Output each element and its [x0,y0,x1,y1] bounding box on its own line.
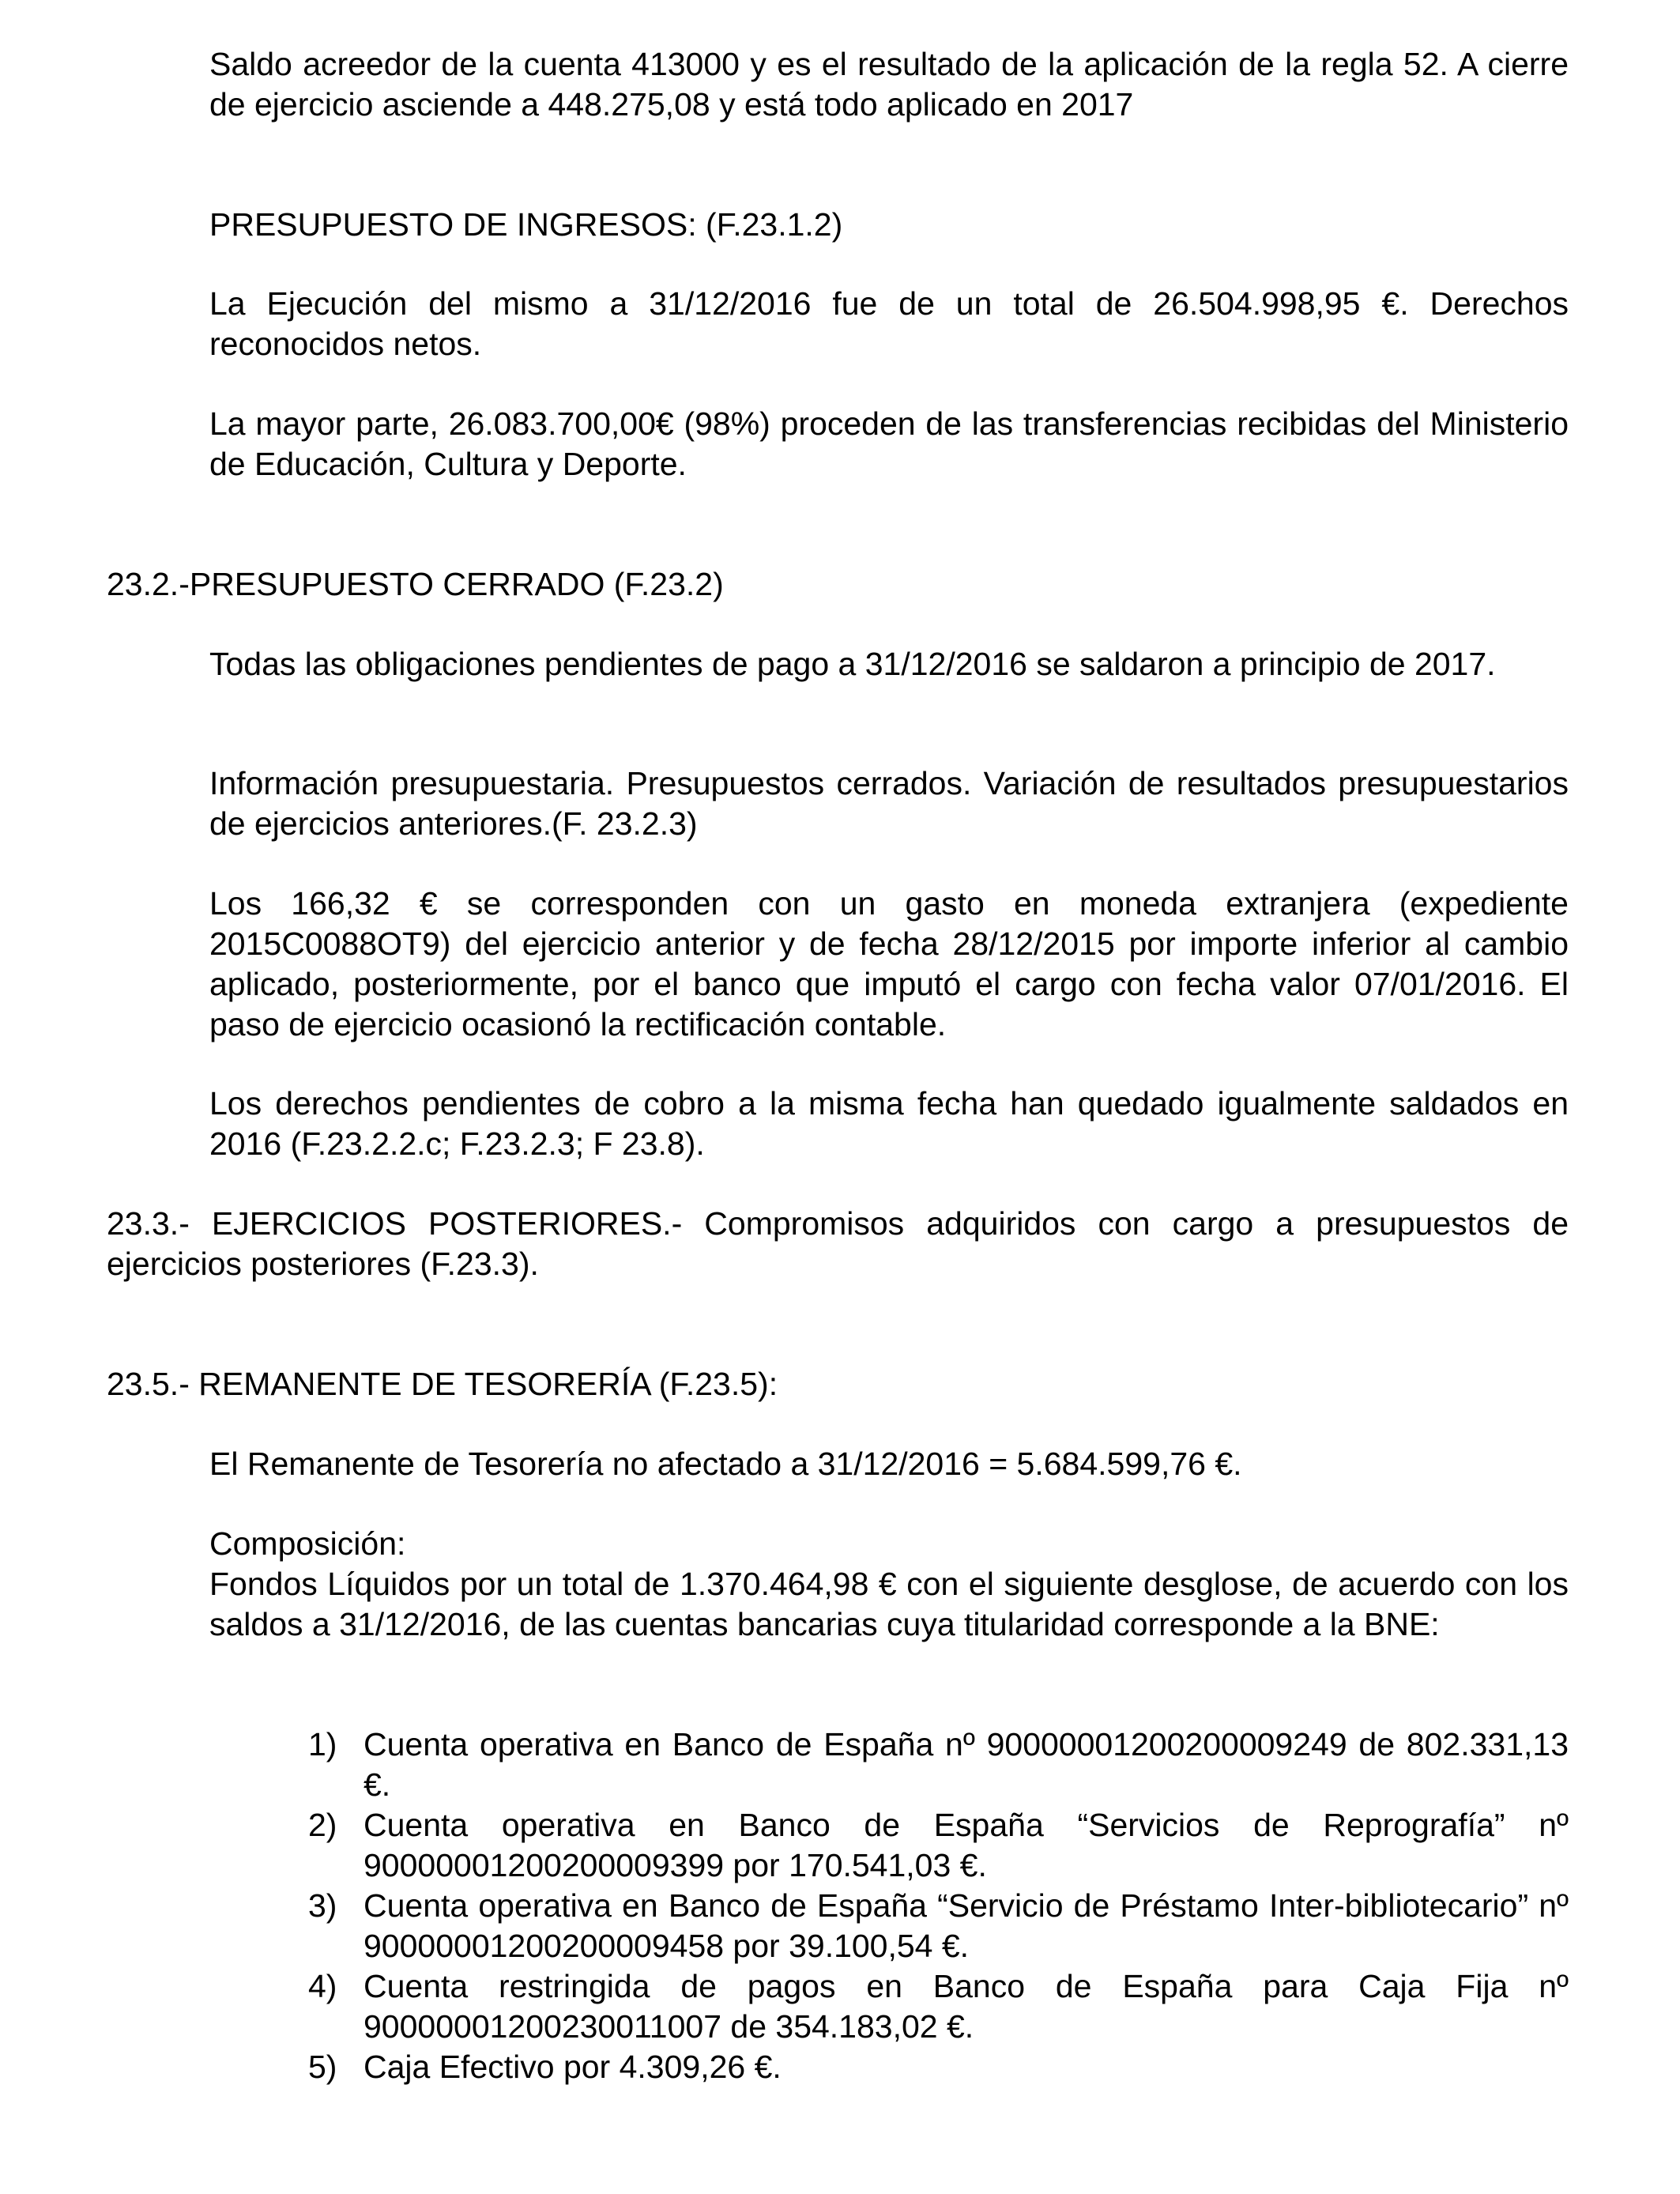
list-item-text: Cuenta operativa en Banco de España “Servicios de Reprografía” nº 90000001200200009399 por 170.541,03 €. [363,1807,1569,1883]
list-item [308,1725,1569,1805]
list-item-text: Cuenta restringida de pagos en Banco de España para Caja Fija nº 90000001200230011007 de 354.183,02 €. [363,1968,1569,2045]
heading-presupuesto-cerrado: 23.2.-PRESUPUESTO CERRADO (F.23.2) [107,566,724,602]
heading-ejercicios-posteriores: 23.3.- EJERCICIOS POSTERIORES.- Compromisos adquiridos con cargo a presupuestos de ejercicios posteriores (F.23.3). [107,1205,1569,1282]
paragraph-mayor-parte: La mayor parte, 26.083.700,00€ (98%) proceden de las transferencias recibidas del Ministerio de Educación, Cultura y Deporte. [209,405,1569,482]
list-item-text: Caja Efectivo por 4.309,26 €. [363,2049,782,2085]
list-item [308,1966,1569,2047]
paragraph-obligaciones: Todas las obligaciones pendientes de pago a 31/12/2016 se saldaron a principio de 2017. [209,646,1496,682]
list-item-number: 2) [308,1807,337,1843]
list-item-number: 4) [308,1968,337,2004]
list-item-number: 3) [308,1887,337,1924]
list-item-number: 5) [308,2049,337,2085]
paragraph-fondos-liquidos: Fondos Líquidos por un total de 1.370.464,98 € con el siguiente desglose, de acuerdo con los saldos a 31/12/2016, de las cuentas bancarias cuya titularidad corresponde a la BNE: [209,1566,1569,1642]
list-item [308,2047,1569,2087]
label-composicion: Composición: [209,1525,406,1562]
paragraph-derechos-pendientes: Los derechos pendientes de cobro a la misma fecha han quedado igualmente saldados en 2016 (F.23.2.2.c; F.23.2.3; F 23.8). [209,1085,1569,1162]
paragraph-moneda-extranjera: Los 166,32 € se corresponden con un gasto en moneda extranjera (expediente 2015C0088OT9) del ejercicio anterior y de fecha 28/12/2015 por importe inferior al cambio aplicado, posteriormente, por el banco que imputó el cargo con fecha valor 07/01/2016. El paso de ejercicio ocasionó la rectificación contable. [209,885,1569,1042]
heading-remanente-tesoreria: 23.5.- REMANENTE DE TESORERÍA (F.23.5): [107,1366,778,1402]
list-item-text: Cuenta operativa en Banco de España “Servicio de Préstamo Inter-bibliotecario” nº 90000001200200009458 por 39.100,54 €. [363,1887,1569,1964]
list-item-number: 1) [308,1726,337,1762]
accounts-list [308,1725,1569,2087]
list-item [308,1886,1569,1966]
list-item [308,1805,1569,1886]
paragraph-informacion-presupuestaria: Información presupuestaria. Presupuestos cerrados. Variación de resultados presupuestarios de ejercicios anteriores.(F. 23.2.3) [209,765,1569,842]
paragraph-remanente-no-afectado: El Remanente de Tesorería no afectado a 31/12/2016 = 5.684.599,76 €. [209,1446,1242,1482]
heading-presupuesto-ingresos: PRESUPUESTO DE INGRESOS: (F.23.1.2) [209,206,843,243]
paragraph-saldo-acreedor: Saldo acreedor de la cuenta 413000 y es el resultado de la aplicación de la regla 52. A cierre de ejercicio asciende a 448.275,08 y está todo aplicado en 2017 [209,46,1569,123]
list-item-text: Cuenta operativa en Banco de España nº 90000001200200009249 de 802.331,13 €. [363,1726,1569,1803]
paragraph-ejecucion: La Ejecución del mismo a 31/12/2016 fue de un total de 26.504.998,95 €. Derechos reconocidos netos. [209,285,1569,362]
